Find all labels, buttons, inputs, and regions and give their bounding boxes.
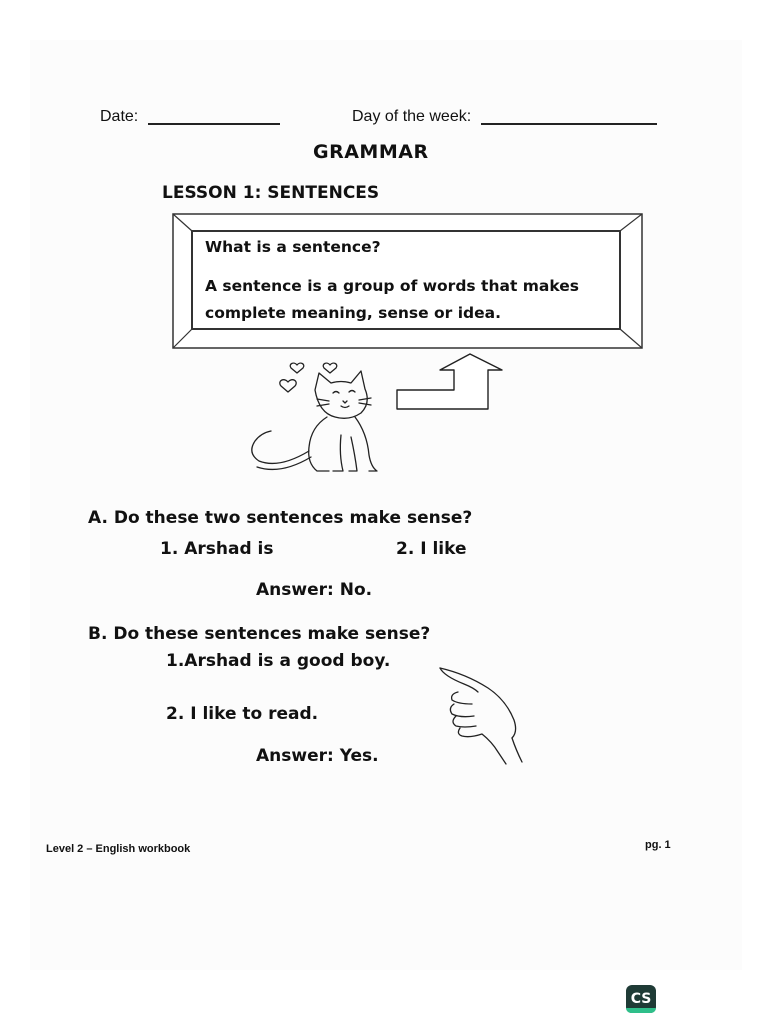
section-b-question: B. Do these sentences make sense? xyxy=(88,624,431,644)
section-b-item-2: 2. I like to read. xyxy=(166,704,319,724)
cat-illustration xyxy=(245,355,390,477)
footer-page-number: pg. 1 xyxy=(645,839,671,851)
page-title: GRAMMAR xyxy=(313,141,429,163)
definition-question: What is a sentence? xyxy=(205,238,381,256)
heart-icon xyxy=(290,363,304,373)
day-of-week-label: Day of the week: xyxy=(352,108,472,125)
section-b-answer: Answer: Yes. xyxy=(256,746,379,766)
section-a-answer: Answer: No. xyxy=(256,580,373,600)
camscanner-logo: CS xyxy=(626,985,656,1013)
date-blank-line xyxy=(148,123,280,125)
section-a-item-2: 2. I like xyxy=(396,539,467,559)
lesson-title: LESSON 1: SENTENCES xyxy=(162,183,380,203)
arrow-illustration xyxy=(394,352,506,412)
pointing-hand-illustration xyxy=(436,662,524,768)
definition-answer-line-1: A sentence is a group of words that makes xyxy=(205,277,579,295)
section-b-item-1: 1.Arshad is a good boy. xyxy=(166,651,391,671)
footer-workbook-label: Level 2 – English workbook xyxy=(46,843,191,855)
page-background xyxy=(30,40,742,970)
day-blank-line xyxy=(481,123,657,125)
definition-answer-line-2: complete meaning, sense or idea. xyxy=(205,304,501,322)
date-label: Date: xyxy=(100,108,139,125)
section-a-question: A. Do these two sentences make sense? xyxy=(88,508,473,528)
section-a-item-1: 1. Arshad is xyxy=(160,539,274,559)
heart-icon xyxy=(280,380,296,392)
heart-icon xyxy=(323,363,337,373)
